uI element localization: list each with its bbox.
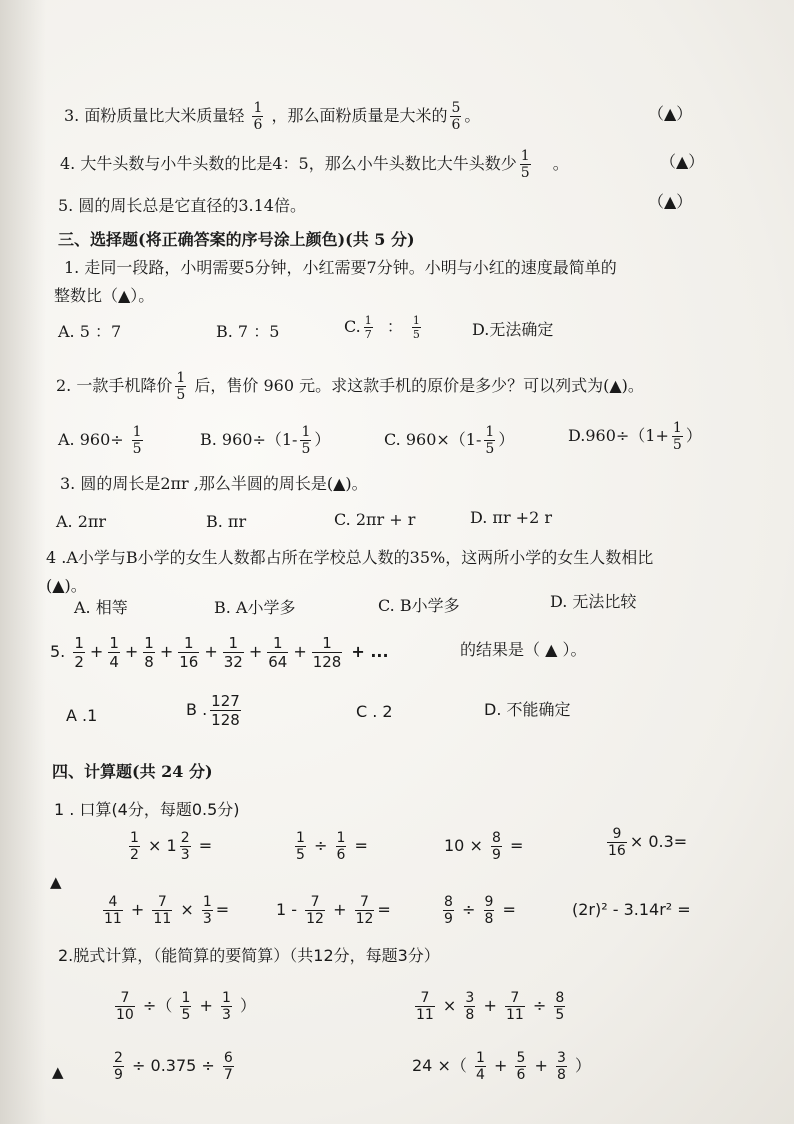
fraction bbox=[175, 370, 186, 403]
fraction bbox=[556, 1050, 567, 1083]
frac-num: 7 bbox=[420, 990, 430, 1006]
fraction bbox=[607, 826, 627, 859]
frac-den: 3 bbox=[202, 911, 212, 927]
equals: = bbox=[198, 836, 213, 855]
frac-num: 6 bbox=[223, 1050, 233, 1066]
fraction bbox=[491, 830, 502, 863]
detach-e1 bbox=[112, 986, 256, 1026]
frac-den: 5 bbox=[301, 441, 311, 457]
operator: + bbox=[124, 642, 139, 661]
operator: + bbox=[483, 996, 497, 1015]
equals: = bbox=[509, 836, 524, 855]
operator: + bbox=[293, 642, 307, 661]
choice-q3-option-a: A. 2πr bbox=[56, 512, 107, 531]
oral-r1-e3 bbox=[444, 826, 523, 866]
equals: = bbox=[215, 900, 230, 919]
operator: + bbox=[130, 900, 145, 919]
fraction bbox=[178, 634, 199, 671]
fraction bbox=[505, 990, 525, 1023]
operator: ） bbox=[239, 996, 256, 1015]
frac-num: 127 bbox=[211, 692, 240, 710]
frac-den: 7 bbox=[364, 328, 372, 341]
frac-num: 2 bbox=[114, 1050, 123, 1066]
fraction bbox=[103, 894, 123, 927]
operator: × bbox=[180, 900, 194, 919]
detach-e4 bbox=[412, 1046, 591, 1086]
judge-q3-text-b: ，那么面粉质量是大米的 bbox=[271, 106, 448, 125]
operator: 10 × bbox=[444, 836, 483, 855]
operator: ÷（ bbox=[142, 996, 173, 1015]
choice-q4-option-b: B. A小学多 bbox=[214, 598, 296, 617]
operator: × bbox=[442, 996, 457, 1015]
frac-den: 8 bbox=[144, 653, 154, 671]
fraction bbox=[223, 634, 244, 671]
frac-num: 1 bbox=[322, 634, 332, 652]
choice-q1-option-a: A. 5 ：7 bbox=[58, 322, 122, 341]
fraction bbox=[484, 424, 495, 457]
fraction bbox=[475, 1050, 486, 1083]
section3-title: 三、选择题(将正确答案的序号涂上颜色)(共 5 分) bbox=[58, 230, 415, 249]
frac-num: 1 bbox=[132, 424, 142, 440]
fraction bbox=[295, 830, 306, 863]
answer-mark: （▲） bbox=[660, 152, 705, 171]
frac-den: 6 bbox=[451, 117, 461, 133]
choice-q4-option-c: C. B小学多 bbox=[378, 596, 460, 615]
choice-q2-text-b: 后，售价 960 元。求这款手机的原价是多少？可以列式为(▲)。 bbox=[194, 376, 644, 395]
frac-num: 5 bbox=[451, 100, 461, 116]
frac-den: 2 bbox=[74, 653, 84, 671]
frac-num: 5 bbox=[516, 1050, 526, 1066]
frac-num: 4 bbox=[108, 894, 118, 910]
oral-r1-e2 bbox=[292, 826, 368, 866]
fraction bbox=[252, 100, 263, 133]
fraction bbox=[450, 100, 461, 133]
option-text: A. 960÷ bbox=[58, 430, 124, 449]
oral-r1-e4 bbox=[604, 822, 687, 862]
choice-q1-option-d: D.无法确定 bbox=[472, 320, 554, 339]
fraction bbox=[132, 424, 143, 457]
fraction bbox=[152, 894, 172, 927]
operator: ÷ bbox=[314, 836, 328, 855]
frac-den: 12 bbox=[306, 911, 324, 927]
choice-q2-option-a bbox=[58, 424, 146, 457]
fraction bbox=[336, 830, 347, 863]
choice-q4-text-b: (▲)。 bbox=[46, 576, 87, 595]
fraction bbox=[108, 634, 120, 671]
oral-r2-e4: (2r)² - 3.14r² = bbox=[572, 900, 691, 919]
frac-den: 11 bbox=[104, 911, 122, 927]
frac-den: 10 bbox=[116, 1007, 134, 1023]
frac-den: 9 bbox=[114, 1067, 123, 1083]
question-number: 5. bbox=[50, 642, 66, 661]
ellipsis: + ... bbox=[351, 642, 389, 661]
answer-mark: ▲ bbox=[52, 1063, 64, 1081]
frac-num: 8 bbox=[491, 830, 501, 846]
fraction bbox=[312, 634, 343, 671]
frac-den: 6 bbox=[336, 847, 346, 863]
answer-mark: （▲） bbox=[648, 104, 693, 123]
page-edge-shadow bbox=[0, 0, 46, 1124]
oral-r2-e3 bbox=[440, 890, 516, 930]
detach-e3 bbox=[110, 1046, 237, 1086]
frac-den: 2 bbox=[130, 847, 139, 863]
frac-num: 1 bbox=[130, 830, 139, 846]
frac-den: 5 bbox=[555, 1007, 565, 1023]
operator: 1 - bbox=[276, 900, 298, 919]
fraction bbox=[415, 990, 435, 1023]
frac-den: 5 bbox=[132, 441, 142, 457]
option-text-end: ） bbox=[685, 426, 702, 445]
operator: ÷ 0.375 ÷ bbox=[132, 1056, 215, 1075]
fraction bbox=[554, 990, 565, 1023]
fraction bbox=[355, 894, 375, 927]
frac-num: 3 bbox=[465, 990, 475, 1006]
choice-q5-option-d: D. 不能确定 bbox=[484, 700, 571, 719]
judge-q5: 5. 圆的周长总是它直径的3.14倍。 bbox=[58, 196, 306, 215]
fraction bbox=[672, 420, 683, 453]
choice-q4-option-a: A. 相等 bbox=[74, 598, 128, 617]
choice-q4-text: 4 .A小学与B小学的女生人数都占所在学校总人数的35%，这两所小学的女生人数相比 bbox=[46, 548, 654, 567]
fraction bbox=[73, 634, 85, 671]
frac-num: 1 bbox=[296, 830, 305, 846]
operator: × 1 bbox=[148, 836, 177, 855]
option-text: D.960÷（1+ bbox=[568, 426, 669, 445]
frac-num: 7 bbox=[360, 894, 369, 910]
frac-den: 128 bbox=[211, 711, 240, 729]
frac-num: 1 bbox=[228, 634, 239, 652]
frac-den: 5 bbox=[672, 437, 682, 453]
choice-q2-text bbox=[56, 370, 644, 403]
operator: + bbox=[493, 1056, 508, 1075]
frac-num: 1 bbox=[672, 420, 682, 436]
option-text: B . bbox=[186, 700, 208, 719]
fraction bbox=[129, 830, 140, 863]
choice-q5-option-c: C . 2 bbox=[356, 702, 393, 721]
operator: + bbox=[199, 996, 213, 1015]
oral-r1-e1 bbox=[126, 826, 212, 866]
frac-den: 32 bbox=[223, 653, 243, 671]
judge-q4 bbox=[60, 148, 569, 181]
judge-q4-end: 。 bbox=[552, 154, 569, 173]
frac-num: 1 bbox=[485, 424, 495, 440]
choice-q1-text: 1. 走同一段路，小明需要5分钟，小红需要7分钟。小明与小红的速度最简单的 bbox=[64, 258, 617, 277]
frac-den: 5 bbox=[520, 165, 530, 181]
frac-num: 3 bbox=[556, 1050, 566, 1066]
choice-q5-tail: 的结果是（ ▲ ）。 bbox=[460, 640, 587, 659]
frac-num: 1 bbox=[74, 634, 84, 652]
frac-num: 7 bbox=[510, 990, 520, 1006]
choice-q5-expression bbox=[50, 632, 389, 672]
judge-q3-text-c: 。 bbox=[464, 106, 481, 125]
choice-q5-option-b bbox=[186, 690, 244, 730]
fraction bbox=[443, 894, 454, 927]
option-text-end: ） bbox=[498, 430, 515, 449]
frac-num: 9 bbox=[612, 826, 622, 842]
operator: + bbox=[89, 642, 104, 661]
fraction bbox=[210, 692, 241, 729]
frac-num: 1 bbox=[336, 830, 346, 846]
option-text-end: ） bbox=[314, 430, 331, 449]
option-text: C. 960×（1- bbox=[384, 430, 482, 449]
operator: + bbox=[159, 642, 174, 661]
frac-num: 1 bbox=[221, 990, 231, 1006]
frac-num: 1 bbox=[176, 370, 186, 386]
choice-q3-option-c: C. 2πr + r bbox=[334, 510, 416, 529]
fraction bbox=[464, 990, 475, 1023]
equals: = bbox=[502, 900, 516, 919]
choice-q1-text-b: 整数比（▲）。 bbox=[54, 286, 155, 305]
fraction bbox=[180, 830, 191, 863]
judge-q3 bbox=[64, 100, 480, 133]
frac-num: 1 bbox=[109, 634, 119, 652]
frac-num: 1 bbox=[253, 100, 263, 116]
frac-den: 128 bbox=[312, 653, 342, 671]
frac-num: 2 bbox=[180, 830, 190, 846]
frac-den: 5 bbox=[181, 1007, 191, 1023]
fraction bbox=[412, 314, 421, 341]
operator: ÷ bbox=[532, 996, 547, 1015]
frac-den: 6 bbox=[253, 117, 263, 133]
choice-q2-text-a: 2. 一款手机降价 bbox=[56, 376, 173, 395]
frac-den: 6 bbox=[516, 1067, 526, 1083]
fraction bbox=[300, 424, 311, 457]
answer-mark: ▲ bbox=[50, 873, 62, 891]
frac-den: 5 bbox=[485, 441, 495, 457]
frac-den: 11 bbox=[416, 1007, 434, 1023]
operator: + bbox=[534, 1056, 548, 1075]
frac-den: 5 bbox=[176, 387, 186, 403]
operator: ） bbox=[575, 1056, 592, 1075]
oral-r2-e2 bbox=[276, 890, 391, 930]
frac-den: 12 bbox=[355, 911, 374, 927]
frac-num: 7 bbox=[157, 894, 167, 910]
frac-den: 64 bbox=[268, 653, 288, 671]
frac-num: 9 bbox=[484, 894, 494, 910]
frac-den: 8 bbox=[484, 911, 494, 927]
fraction bbox=[515, 1050, 526, 1083]
frac-num: 1 bbox=[181, 990, 191, 1006]
operator: × 0.3= bbox=[629, 832, 688, 851]
frac-den: 5 bbox=[412, 328, 420, 341]
option-letter: C. bbox=[344, 317, 361, 336]
frac-den: 9 bbox=[491, 847, 501, 863]
frac-den: 8 bbox=[556, 1067, 566, 1083]
frac-num: 1 bbox=[475, 1050, 485, 1066]
fraction bbox=[223, 1050, 234, 1083]
choice-q3-text: 3. 圆的周长是2πr ,那么半圆的周长是(▲)。 bbox=[60, 474, 368, 493]
detach-calc-title: 2.脱式计算，（能简算的要简算）（共12分，每题3分） bbox=[58, 946, 440, 965]
choice-q2-option-c bbox=[384, 424, 514, 457]
frac-num: 1 bbox=[144, 634, 154, 652]
section4-title: 四、计算题(共 24 分) bbox=[52, 762, 213, 781]
option-text: B. 960÷（1- bbox=[200, 430, 298, 449]
frac-num: 8 bbox=[555, 990, 565, 1006]
operator: + bbox=[204, 642, 218, 661]
frac-den: 11 bbox=[505, 1007, 524, 1023]
frac-den: 8 bbox=[465, 1007, 475, 1023]
operator: 24 ×（ bbox=[412, 1056, 467, 1075]
frac-den: 16 bbox=[608, 843, 626, 859]
fraction bbox=[115, 990, 135, 1023]
frac-den: 5 bbox=[296, 847, 305, 863]
frac-num: 7 bbox=[120, 990, 130, 1006]
choice-q2-option-b bbox=[200, 424, 330, 457]
frac-num: 8 bbox=[444, 894, 453, 910]
frac-num: 1 bbox=[183, 634, 194, 652]
frac-den: 16 bbox=[179, 653, 199, 671]
detach-e2 bbox=[412, 986, 568, 1026]
choice-q1-option-c bbox=[344, 314, 424, 341]
fraction bbox=[180, 990, 191, 1023]
fraction bbox=[484, 894, 495, 927]
choice-q1-option-b: B. 7 ：5 bbox=[216, 322, 280, 341]
frac-num: 1 bbox=[412, 314, 420, 327]
frac-num: 1 bbox=[202, 894, 212, 910]
choice-q3-option-b: B. πr bbox=[206, 512, 247, 531]
fraction bbox=[143, 634, 155, 671]
frac-num: 1 bbox=[272, 634, 283, 652]
frac-den: 4 bbox=[109, 653, 119, 671]
frac-den: 9 bbox=[444, 911, 453, 927]
equals: = bbox=[354, 836, 368, 855]
ratio-sep: ： bbox=[386, 317, 403, 336]
frac-num: 1 bbox=[364, 314, 372, 327]
fraction bbox=[520, 148, 531, 181]
answer-mark: （▲） bbox=[648, 192, 693, 211]
fraction bbox=[221, 990, 232, 1023]
frac-den: 4 bbox=[475, 1067, 485, 1083]
frac-den: 7 bbox=[223, 1067, 233, 1083]
choice-q3-option-d: D. πr +2 r bbox=[470, 508, 552, 527]
frac-num: 1 bbox=[301, 424, 311, 440]
judge-q3-text-a: 3. 面粉质量比大米质量轻 bbox=[64, 106, 245, 125]
operator: ÷ bbox=[462, 900, 476, 919]
judge-q4-text: 4. 大牛头数与小牛头数的比是4：5，那么小牛头数比大牛头数少 bbox=[60, 154, 517, 173]
oral-calc-title: 1 . 口算(4分，每题0.5分) bbox=[54, 800, 240, 819]
equals: = bbox=[377, 900, 391, 919]
frac-den: 3 bbox=[180, 847, 190, 863]
choice-q2-option-d bbox=[568, 420, 702, 453]
frac-den: 11 bbox=[153, 911, 172, 927]
fraction bbox=[364, 314, 373, 341]
fraction bbox=[202, 894, 213, 927]
frac-num: 7 bbox=[310, 894, 320, 910]
frac-den: 3 bbox=[221, 1007, 231, 1023]
oral-r2-e1 bbox=[100, 890, 229, 930]
fraction bbox=[267, 634, 288, 671]
choice-q4-option-d: D. 无法比较 bbox=[550, 592, 637, 611]
fraction bbox=[113, 1050, 124, 1083]
operator: + bbox=[248, 642, 263, 661]
operator: + bbox=[333, 900, 347, 919]
fraction bbox=[305, 894, 325, 927]
frac-num: 1 bbox=[520, 148, 530, 164]
choice-q5-option-a: A .1 bbox=[66, 706, 98, 725]
